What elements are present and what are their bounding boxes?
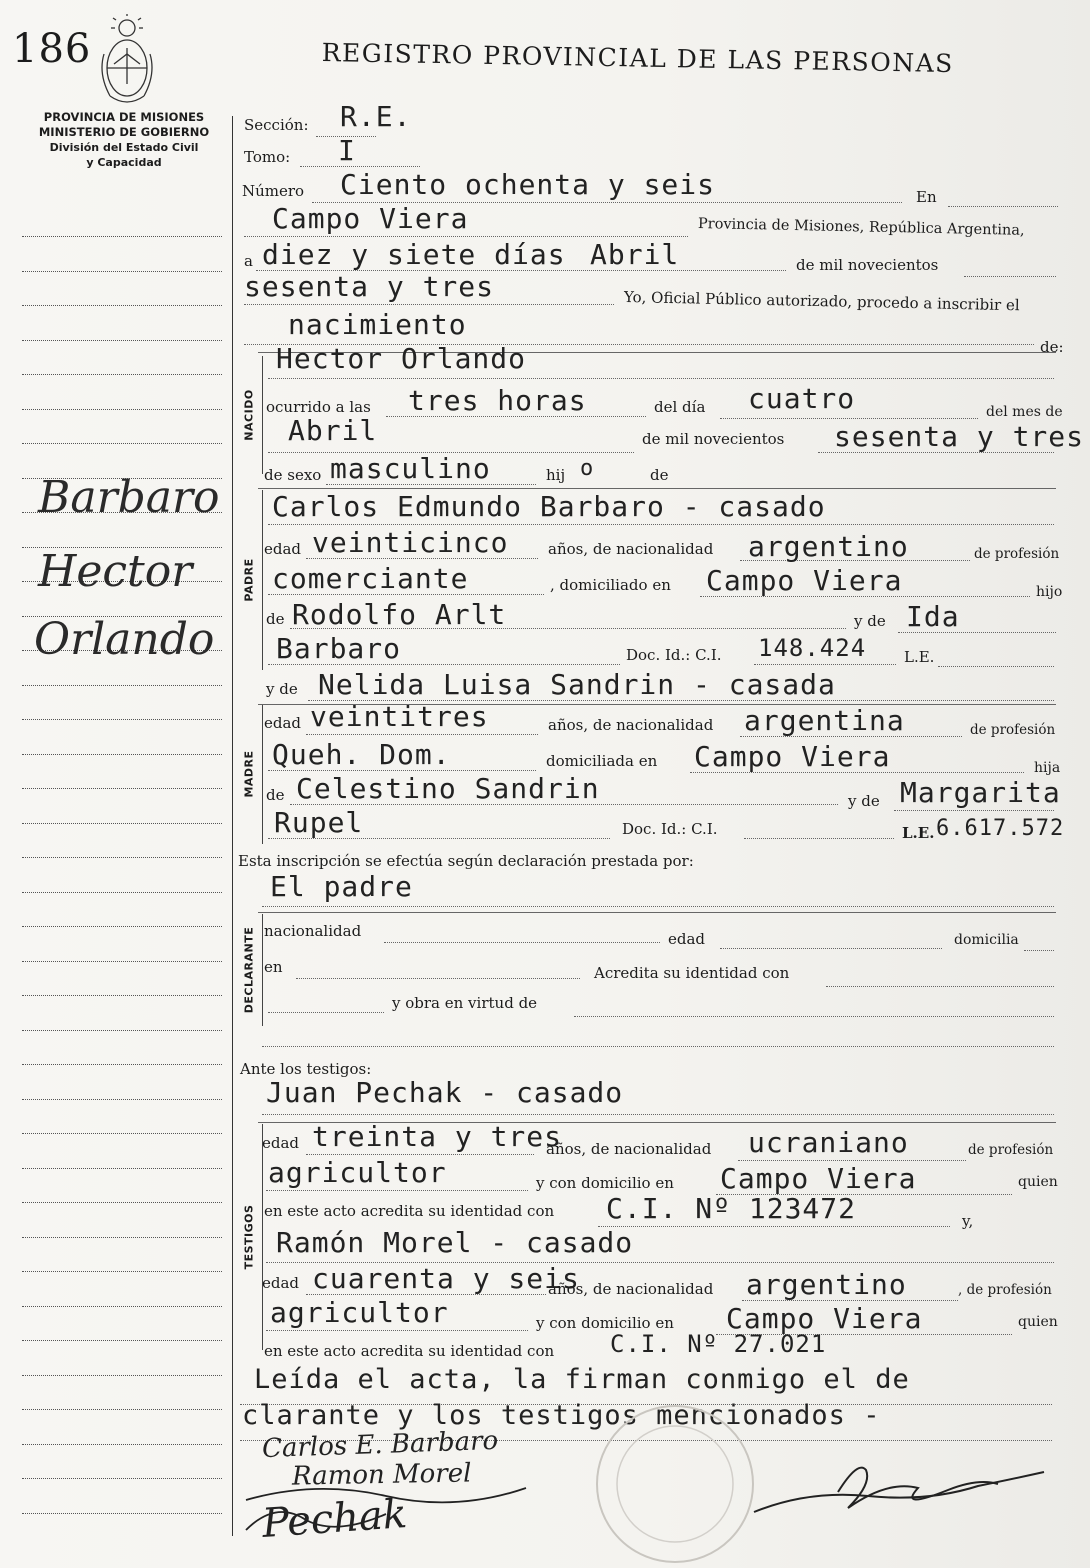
testigo1-anios-label: años, de nacionalidad [546, 1140, 712, 1158]
oficial-label: Yo, Oficial Público autorizado, procedo a inscribir el [623, 288, 1020, 315]
ministry-header [24, 110, 224, 170]
abuela-materna-1-value: Margarita [900, 776, 1061, 809]
ministry-line-2: MINISTERIO DE GOBIERNO [38, 125, 210, 139]
declarante-en-label: en [264, 958, 283, 976]
official-stamp-icon [580, 1400, 770, 1568]
tomo-value: I [338, 134, 356, 167]
testigo1-domicilio-value: Campo Viera [720, 1162, 917, 1195]
margin-surname: Barbaro [38, 472, 220, 523]
margin-rule [22, 340, 222, 341]
abuela-paterna-1-value: Ida [906, 600, 960, 633]
a-label: a [244, 252, 253, 270]
margin-rule [22, 1478, 222, 1479]
margin-rule [22, 1030, 222, 1031]
margin-rule [22, 857, 222, 858]
margin-rule [22, 823, 222, 824]
margin-rule [22, 754, 222, 755]
numero-value: Ciento ochenta y seis [340, 168, 716, 201]
obra-label: y obra en virtud de [392, 994, 538, 1012]
testigo2-profesion-value: agricultor [270, 1296, 449, 1329]
del-dia-label: del día [654, 398, 706, 416]
testigo2-id-value: C.I. Nº 27.021 [610, 1330, 827, 1358]
en-label: En [916, 188, 937, 206]
testigo1-nombre-value: Juan Pechak - casado [266, 1076, 624, 1109]
padre-y-de-label: y de [854, 612, 886, 630]
margin-rule [22, 995, 222, 996]
testigo2-acredita-label: en este acto acredita su identidad con [264, 1342, 555, 1360]
del-mes-label: del mes de [986, 404, 1063, 420]
padre-nombre-value: Carlos Edmundo Barbaro - casado [272, 490, 826, 523]
testigo1-profesion-value: agricultor [268, 1156, 447, 1189]
numero-label: Número [242, 182, 305, 200]
padre-profesion-value: comerciante [272, 562, 469, 595]
declarante-value: El padre [270, 870, 413, 903]
hora-value: tres horas [408, 384, 587, 417]
ministry-line-4: y Capacidad [86, 156, 162, 169]
testigo2-domicilio-label: y con domicilio en [536, 1314, 674, 1332]
section-madre-label: MADRE [242, 750, 256, 798]
signature-testigo1-text: Pechak [260, 1490, 409, 1548]
madre-profesion-value: Queh. Dom. [272, 738, 451, 771]
testigo2-edad-value: cuarenta y seis [312, 1262, 580, 1295]
dia-nacimiento-value: cuatro [748, 382, 856, 415]
margin-rule [22, 1064, 222, 1065]
section-declarante-label: DECLARANTE [242, 926, 256, 1014]
margin-rule [22, 1237, 222, 1238]
margin-first-name: Hector [38, 546, 193, 597]
margin-rule [22, 685, 222, 686]
de-label-2: de [650, 466, 669, 484]
madre-de-label: de [266, 786, 285, 804]
margin-rule [22, 443, 222, 444]
madre-edad-value: veintitres [310, 700, 489, 733]
margin-second-name: Orlando [34, 614, 215, 665]
section-nacido [236, 356, 263, 474]
padre-edad-value: veinticinco [312, 526, 509, 559]
lugar-value: Campo Viera [272, 202, 469, 235]
acredita-label: Acredita su identidad con [594, 964, 790, 982]
acto-value: nacimiento [288, 308, 467, 341]
de-mil-nac-label: de mil novecientos [642, 430, 785, 448]
section-testigos-label: TESTIGOS [242, 1204, 256, 1270]
testigo1-profesion-label: de profesión [968, 1142, 1054, 1158]
testigo1-quien-label: quien [1018, 1174, 1058, 1190]
margin-divider [232, 116, 233, 1536]
section-testigos [236, 1124, 263, 1350]
testigo1-domicilio-label: y con domicilio en [536, 1174, 674, 1192]
madre-nacionalidad-value: argentina [744, 704, 905, 737]
hijo-suffix-value: o [580, 456, 595, 481]
ministry-line-1: PROVINCIA DE MISIONES [43, 110, 205, 124]
padre-le-label: L.E. [904, 648, 935, 666]
testigo1-edad-label: edad [262, 1134, 300, 1152]
section-nacido-label: NACIDO [242, 389, 256, 441]
testigo1-id-value: C.I. Nº 123472 [606, 1192, 857, 1225]
padre-doc-label: Doc. Id.: C.I. [626, 646, 722, 664]
testigo1-edad-value: treinta y tres [312, 1120, 563, 1153]
margin-rule [22, 305, 222, 306]
declarante-edad-label: edad [668, 930, 706, 948]
margin-rule [22, 719, 222, 720]
madre-hija-label: hija [1034, 760, 1061, 776]
margin-rule [22, 926, 222, 927]
abuela-paterna-2-value: Barbaro [276, 632, 402, 665]
tomo-label: Tomo: [244, 148, 291, 166]
cierre-linea-1: Leída el acta, la firman conmigo el de [254, 1364, 910, 1395]
page-number: 186 [12, 26, 92, 72]
padre-edad-label: edad [264, 540, 302, 558]
margin-rule [22, 236, 222, 237]
margin-rule [22, 1306, 222, 1307]
testigo2-nacionalidad-value: argentino [746, 1268, 907, 1301]
padre-nacionalidad-value: argentino [748, 530, 909, 563]
signature-oficial [748, 1450, 1048, 1530]
abuelo-materno-value: Celestino Sandrin [296, 772, 600, 805]
margin-rule [22, 1202, 222, 1203]
abuelo-paterno-value: Rodolfo Arlt [292, 598, 507, 631]
margin-rule [22, 1444, 222, 1445]
coat-of-arms-icon [96, 14, 158, 110]
declarante-domicilia-label: domicilia [954, 932, 1019, 948]
madre-nombre-value: Nelida Luisa Sandrin - casada [318, 668, 836, 701]
margin-rule [22, 1409, 222, 1410]
de-mil-label: de mil novecientos [796, 256, 939, 274]
nombre-nacido-value: Hector Orlando [276, 342, 527, 375]
padre-profesion-label: de profesión [974, 546, 1060, 562]
anio-nacimiento-value: sesenta y tres [834, 420, 1085, 453]
margin-rule [22, 271, 222, 272]
testigo1-nacionalidad-value: ucraniano [748, 1126, 909, 1159]
margin-rule [22, 892, 222, 893]
testigo1-y-label: y, [962, 1212, 974, 1230]
madre-doc-label: Doc. Id.: C.I. [622, 820, 718, 838]
madre-y-de-2-label: y de [848, 792, 880, 810]
madre-domicilio-label: domiciliada en [546, 752, 658, 770]
madre-y-de-label: y de [266, 680, 298, 698]
testigo2-anios-label: años, de nacionalidad [548, 1280, 714, 1298]
madre-le-value: 6.617.572 [936, 816, 1065, 841]
abuela-materna-2-value: Rupel [274, 806, 364, 839]
madre-le-label: L.E. [902, 824, 935, 842]
margin-rule [22, 1340, 222, 1341]
seccion-value: R.E. [340, 100, 412, 133]
margin-rule [22, 1168, 222, 1169]
anio-inscripcion-value: sesenta y tres [244, 270, 495, 303]
padre-domicilio-value: Campo Viera [706, 564, 903, 597]
testigo2-domicilio-value: Campo Viera [726, 1302, 923, 1335]
margin-rule [22, 374, 222, 375]
signature-padre-text: Carlos E. Barbaro [261, 1425, 499, 1465]
signature-flourish [236, 1470, 536, 1540]
madre-edad-label: edad [264, 714, 302, 732]
madre-profesion-label: de profesión [970, 722, 1056, 738]
ministry-line-3: División del Estado Civil [49, 141, 199, 154]
madre-domicilio-value: Campo Viera [694, 740, 891, 773]
section-padre-label: PADRE [242, 558, 256, 602]
testigo2-nombre-value: Ramón Morel - casado [276, 1226, 634, 1259]
cierre-linea-2: clarante y los testigos mencionados - [242, 1400, 881, 1431]
sexo-value: masculino [330, 452, 491, 485]
inscripcion-label: Esta inscripción se efectúa según declaración prestada por: [238, 852, 694, 870]
testigo1-acredita-label: en este acto acredita su identidad con [264, 1202, 555, 1220]
de-label: de: [1040, 338, 1064, 356]
de-sexo-label: de sexo [264, 466, 322, 484]
margin-rule [22, 409, 222, 410]
padre-de-label: de [266, 610, 285, 628]
margin-rule [22, 1375, 222, 1376]
testigo2-quien-label: quien [1018, 1314, 1058, 1330]
margin-rule [22, 1271, 222, 1272]
section-madre [236, 704, 263, 844]
margin-rule [22, 1513, 222, 1514]
declarante-nacionalidad-label: nacionalidad [264, 922, 362, 940]
margin-rule [22, 1099, 222, 1100]
testigo2-profesion-label: , de profesión [958, 1282, 1052, 1298]
provincia-label: Provincia de Misiones, República Argentina, [697, 216, 1025, 239]
section-padre [236, 490, 263, 670]
mes-inscripcion-value: Abril [590, 238, 680, 271]
padre-hijo-label: hijo [1036, 584, 1063, 600]
padre-anios-label: años, de nacionalidad [548, 540, 714, 558]
seccion-label: Sección: [244, 116, 309, 134]
testigo2-edad-label: edad [262, 1274, 300, 1292]
ocurrido-label: ocurrido a las [266, 398, 371, 416]
margin-rule [22, 1133, 222, 1134]
mes-nacimiento-value: Abril [288, 414, 378, 447]
margin-rule [22, 961, 222, 962]
signature-testigo2-text: Ramon Morel [291, 1458, 472, 1492]
document-title: REGISTRO PROVINCIAL DE LAS PERSONAS [321, 38, 955, 79]
ante-testigos-label: Ante los testigos: [240, 1060, 372, 1078]
padre-domicilio-label: , domiciliado en [550, 576, 671, 594]
hijo-label: hij [546, 466, 566, 484]
margin-rule [22, 788, 222, 789]
madre-anios-label: años, de nacionalidad [548, 716, 714, 734]
padre-ci-value: 148.424 [758, 634, 867, 662]
dia-inscripcion-value: diez y siete días [262, 238, 566, 271]
section-declarante [236, 914, 263, 1026]
